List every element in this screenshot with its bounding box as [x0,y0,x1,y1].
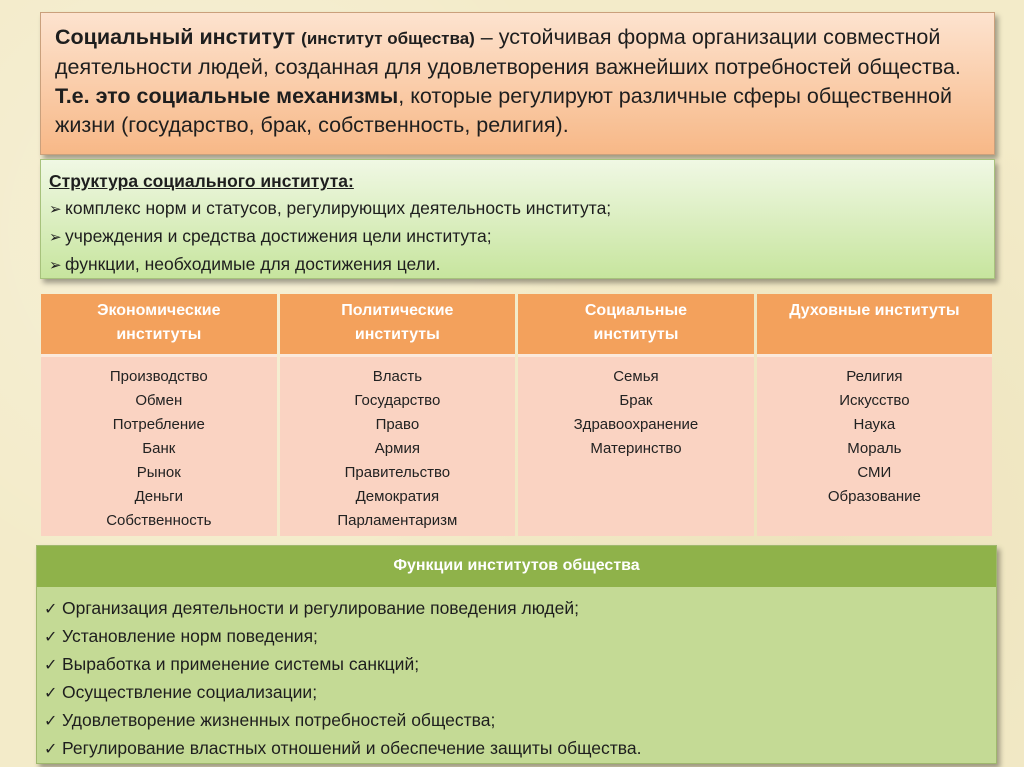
header-economic: Экономические институты [41,294,277,357]
structure-item [49,223,984,251]
list-item: Собственность [106,512,212,529]
cell-spiritual [757,357,992,536]
list-item: Деньги [134,488,184,505]
list-item [44,595,996,623]
list-item [44,735,996,763]
function-text: Установление норм поведения; [62,626,318,646]
list-item: Производство [109,368,208,385]
definition-text-1: – устойчивая форма организации совместной деятельности людей, созданная для удовлетворения важнейших потребностей общества. [55,25,961,79]
checkmark-icon: ✓ [44,685,58,702]
list-item: Материнство [590,440,682,457]
function-text: Осуществление социализации; [62,682,318,702]
functions-box [36,545,997,764]
list-item [44,707,996,735]
checkmark-icon: ✓ [44,741,58,758]
list-item: Потребление [112,416,205,433]
definition-term-paren: (институт общества) [301,29,475,48]
structure-title: Структура социального института: [49,171,354,191]
list-item: Право [375,416,420,433]
list-item [44,623,996,651]
list-item: Армия [374,440,420,457]
list-item: Парламентаризм [337,512,458,529]
header-social: Социальные институты [518,294,754,357]
structure-item-text: комплекс норм и статусов, регулирующих деятельность института; [65,198,612,218]
header-political: Политические институты [280,294,516,357]
list-item: Рынок [136,464,181,481]
list-item: СМИ [857,464,892,481]
institutions-header-row [41,294,992,357]
cell-economic [41,357,277,536]
function-text: Выработка и применение системы санкций; [62,654,420,674]
functions-list [37,587,996,763]
list-item: Правительство [344,464,451,481]
list-item: Брак [619,392,653,409]
list-item: Здравоохранение [573,416,699,433]
definition-term: Социальный институт [55,25,296,49]
list-item: Обмен [135,392,183,409]
list-item: Образование [827,488,921,505]
list-item: Государство [354,392,441,409]
structure-box [40,159,995,279]
cell-social [518,357,754,536]
institutions-body-row [41,357,992,536]
structure-item-text: функции, необходимые для достижения цели. [65,254,441,274]
list-item: Мораль [847,440,902,457]
list-item [44,651,996,679]
list-item: Власть [372,368,423,385]
definition-emphasis: Т.е. это социальные механизмы [55,84,399,108]
header-spiritual: Духовные институты [757,294,992,357]
arrow-bullet-icon: ➢ [49,229,62,246]
arrow-bullet-icon: ➢ [49,201,62,218]
function-text: Удовлетворение жизненных потребностей общества; [62,710,496,730]
list-item: Семья [613,368,659,385]
structure-item [49,251,984,279]
structure-item-text: учреждения и средства достижения цели института; [65,226,492,246]
list-item: Банк [142,440,176,457]
checkmark-icon: ✓ [44,657,58,674]
checkmark-icon: ✓ [44,601,58,618]
list-item: Религия [846,368,903,385]
list-item [44,679,996,707]
function-text: Регулирование властных отношений и обеспечение защиты общества. [62,738,642,758]
list-item: Наука [853,416,896,433]
definition-text-2: , которые регулируют различные сферы общественной жизни (государство, брак, собственность, религия). [55,84,953,137]
function-text: Организация деятельности и регулирование поведения людей; [62,598,580,618]
checkmark-icon: ✓ [44,713,58,730]
institutions-table [38,294,995,536]
cell-political [280,357,516,536]
arrow-bullet-icon: ➢ [49,257,62,274]
list-item: Демократия [355,488,440,505]
checkmark-icon: ✓ [44,629,58,646]
definition-box [40,12,995,155]
functions-title: Функции институтов общества [37,546,996,587]
structure-item [49,195,984,223]
list-item: Искусство [839,392,910,409]
